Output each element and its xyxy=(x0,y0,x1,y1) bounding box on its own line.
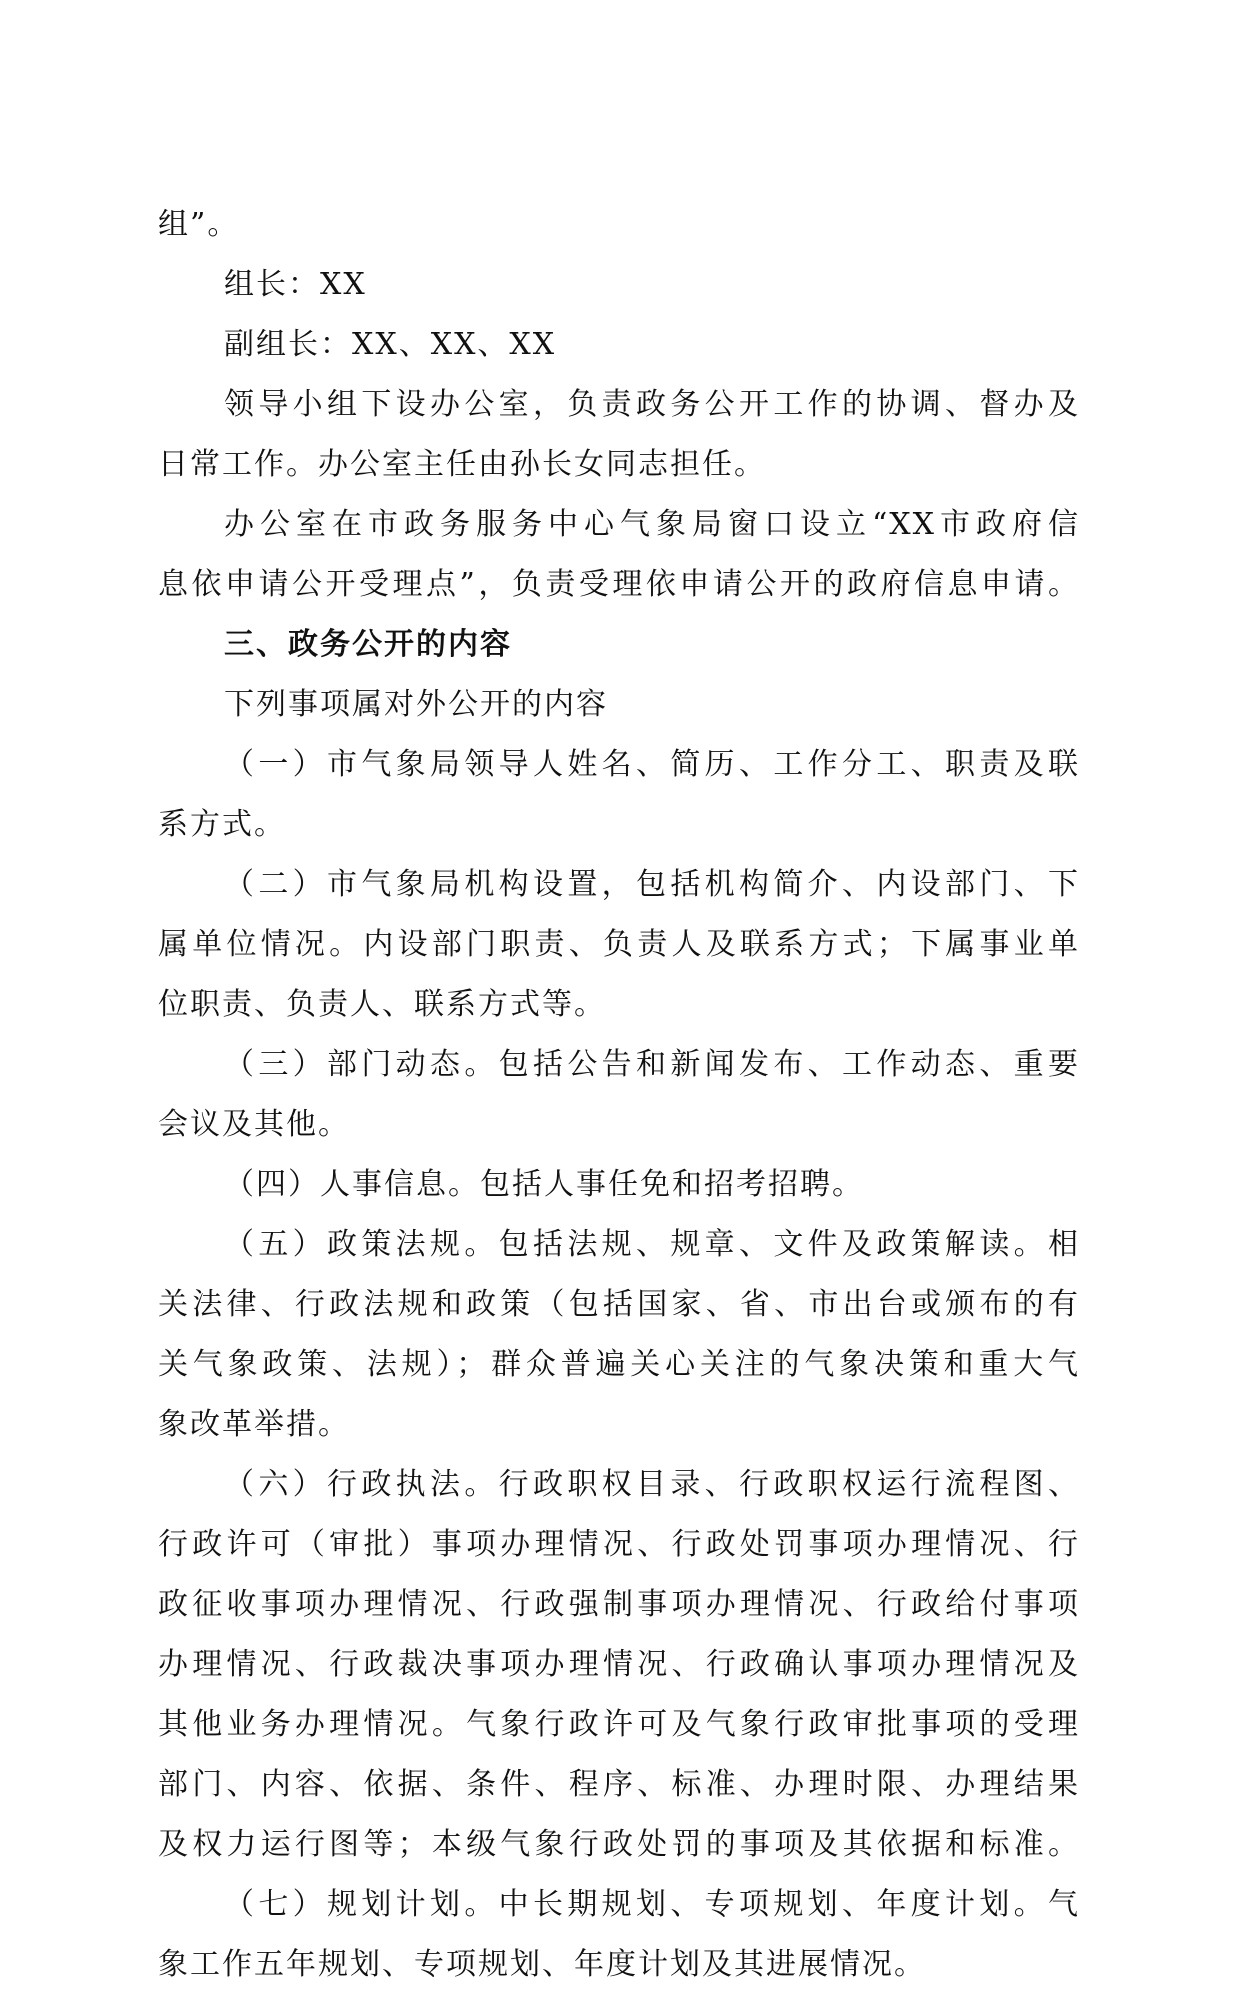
item-2-line: （二）市气象局机构设置，包括机构简介、内设部门、下 xyxy=(224,867,1080,902)
item-5-line: （五）政策法规。包括法规、规章、文件及政策解读。相 xyxy=(224,1227,1080,1262)
paragraph-line: 部门、内容、依据、条件、程序、标准、办理时限、办理结果 xyxy=(158,1767,1080,1802)
paragraph-line: 系方式。 xyxy=(158,807,286,842)
paragraph-line: 关气象政策、法规）；群众普遍关心关注的气象决策和重大气 xyxy=(158,1347,1080,1382)
paragraph-line: 息依申请公开受理点”，负责受理依申请公开的政府信息申请。 xyxy=(158,567,1080,602)
paragraph-line: 其他业务办理情况。气象行政许可及气象行政审批事项的受理 xyxy=(158,1707,1080,1742)
group-leader-line: 组长：XX xyxy=(224,267,367,302)
item-7-line: （七）规划计划。中长期规划、专项规划、年度计划。气 xyxy=(224,1887,1080,1922)
section-heading: 三、政务公开的内容 xyxy=(224,627,512,662)
paragraph-line: 组”。 xyxy=(158,207,240,242)
paragraph-line: 政征收事项办理情况、行政强制事项办理情况、行政给付事项 xyxy=(158,1587,1080,1622)
paragraph-line: 会议及其他。 xyxy=(158,1107,350,1142)
paragraph-line: 领导小组下设办公室，负责政务公开工作的协调、督办及 xyxy=(224,387,1080,422)
item-6-line: （六）行政执法。行政职权目录、行政职权运行流程图、 xyxy=(224,1467,1080,1502)
paragraph-line: 属单位情况。内设部门职责、负责人及联系方式；下属事业单 xyxy=(158,927,1080,962)
item-3-line: （三）部门动态。包括公告和新闻发布、工作动态、重要 xyxy=(224,1047,1080,1082)
paragraph-line: 下列事项属对外公开的内容 xyxy=(224,687,608,722)
paragraph-line: 行政许可（审批）事项办理情况、行政处罚事项办理情况、行 xyxy=(158,1527,1080,1562)
paragraph-line: 象改革举措。 xyxy=(158,1407,350,1442)
paragraph-line: 位职责、负责人、联系方式等。 xyxy=(158,987,606,1022)
body-text xyxy=(158,195,1080,1995)
paragraph-line: 日常工作。办公室主任由孙长女同志担任。 xyxy=(158,447,766,482)
item-4-line: （四）人事信息。包括人事任免和招考招聘。 xyxy=(224,1167,864,1202)
paragraph-line: 关法律、行政法规和政策（包括国家、省、市出台或颁布的有 xyxy=(158,1287,1080,1322)
paragraph-line: 办公室在市政务服务中心气象局窗口设立“XX市政府信 xyxy=(224,507,1080,542)
paragraph-line: 办理情况、行政裁决事项办理情况、行政确认事项办理情况及 xyxy=(158,1647,1080,1682)
item-1-line: （一）市气象局领导人姓名、简历、工作分工、职责及联 xyxy=(224,747,1080,782)
paragraph-line: 及权力运行图等；本级气象行政处罚的事项及其依据和标准。 xyxy=(158,1827,1080,1862)
paragraph-line: 象工作五年规划、专项规划、年度计划及其进展情况。 xyxy=(158,1947,926,1982)
deputy-leader-line: 副组长：XX、XX、XX xyxy=(224,327,557,362)
